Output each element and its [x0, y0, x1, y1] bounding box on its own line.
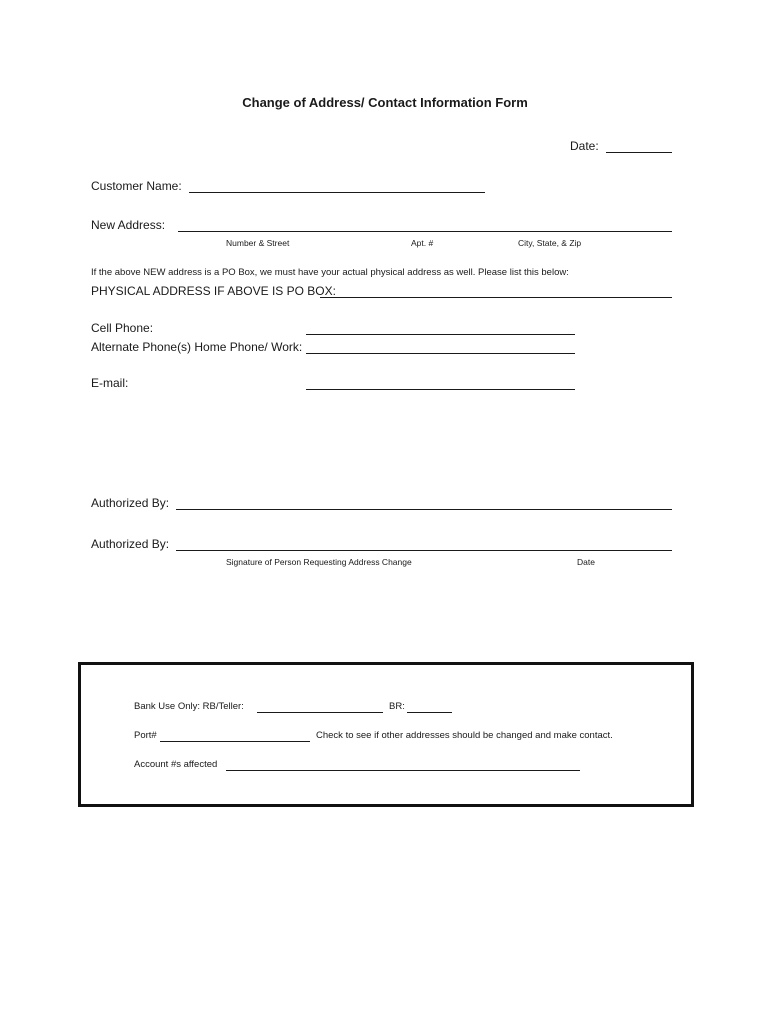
cell-phone-field[interactable]	[306, 334, 575, 335]
po-box-note: If the above NEW address is a PO Box, we must have your actual physical address as well. Please list this below:	[91, 267, 569, 278]
authorized-by-field-2[interactable]	[176, 550, 672, 551]
br-label: BR:	[389, 701, 405, 712]
cell-phone-label: Cell Phone:	[91, 321, 154, 335]
customer-name-label: Customer Name:	[91, 179, 182, 193]
form-title: Change of Address/ Contact Information Form	[242, 95, 528, 110]
apt-sublabel: Apt. #	[411, 238, 434, 248]
authorized-by-label-2: Authorized By:	[91, 537, 170, 551]
check-note: Check to see if other addresses should be changed and make contact.	[316, 730, 613, 741]
email-field[interactable]	[306, 389, 575, 390]
physical-address-label: PHYSICAL ADDRESS IF ABOVE IS PO BOX:	[91, 284, 336, 298]
authorized-by-field-1[interactable]	[176, 509, 672, 510]
new-address-field[interactable]	[178, 231, 672, 232]
city-sublabel: City, State, & Zip	[518, 238, 582, 248]
account-label: Account #s affected	[134, 759, 218, 770]
rb-teller-field[interactable]	[257, 712, 383, 713]
port-label: Port#	[134, 730, 157, 741]
date-label: Date:	[570, 139, 599, 153]
bank-use-label: Bank Use Only: RB/Teller:	[134, 701, 244, 712]
date-field[interactable]	[606, 152, 672, 153]
email-label: E-mail:	[91, 376, 129, 390]
customer-name-field[interactable]	[189, 192, 485, 193]
signature-sublabel: Signature of Person Requesting Address Change	[226, 557, 412, 567]
street-sublabel: Number & Street	[226, 238, 290, 248]
br-field[interactable]	[407, 712, 452, 713]
new-address-label: New Address:	[91, 218, 166, 232]
authorized-by-label-1: Authorized By:	[91, 496, 170, 510]
date-sublabel: Date	[577, 557, 595, 567]
alt-phone-field[interactable]	[306, 353, 575, 354]
port-field[interactable]	[160, 741, 310, 742]
physical-address-field[interactable]	[320, 297, 672, 298]
alt-phone-label: Alternate Phone(s) Home Phone/ Work:	[91, 340, 303, 354]
account-field[interactable]	[226, 770, 580, 771]
